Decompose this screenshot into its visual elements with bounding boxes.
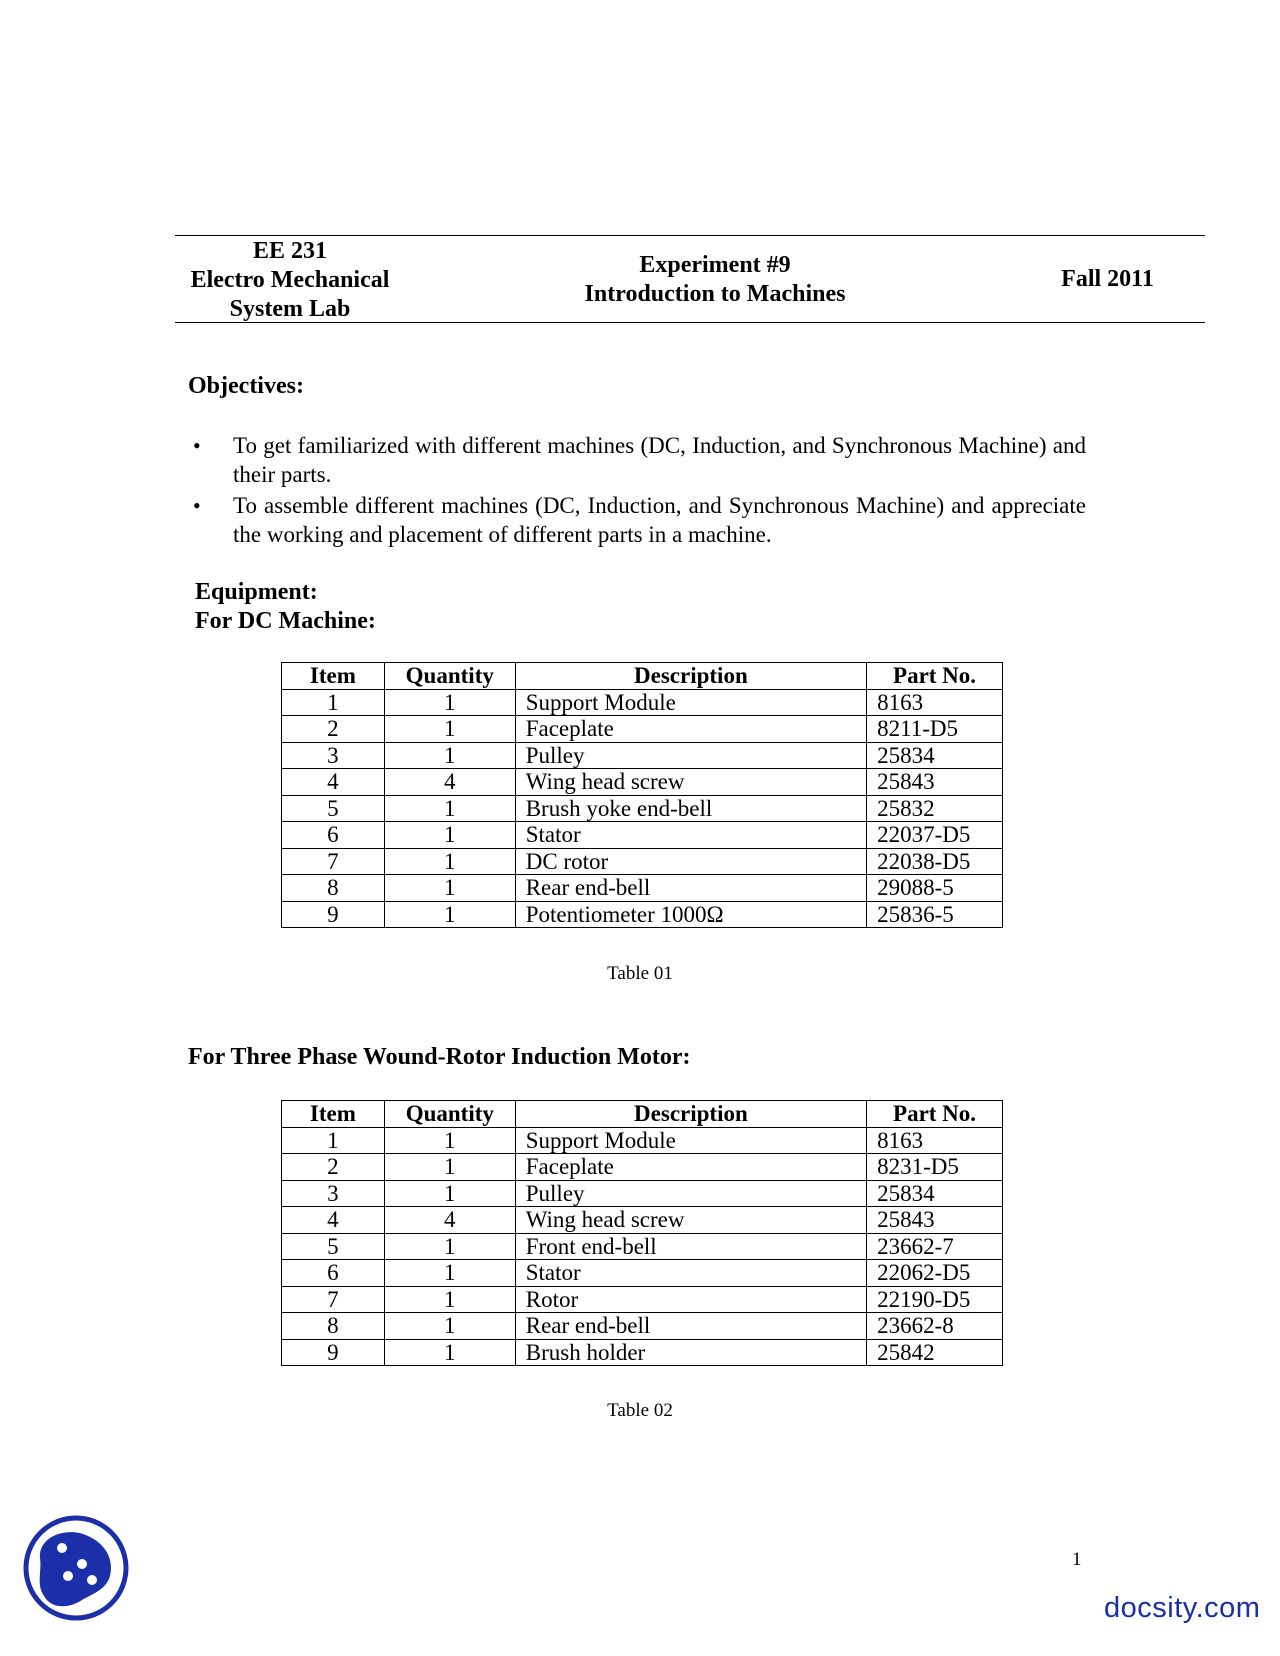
table-row: 5 1 Brush yoke end-bell 25832 <box>282 795 1003 822</box>
dc-machine-table <box>281 662 1003 928</box>
list-item: • To get familiarized with different machines (DC, Induction, and Synchronous Machine) and their parts. <box>193 433 1086 487</box>
course-code: EE 231 <box>252 238 327 264</box>
list-item: • To assemble different machines (DC, Induction, and Synchronous Machine) and appreciate the working and placement of different parts in a machine. <box>193 493 1086 547</box>
table-row: 9 1 Potentiometer 1000Ω 25836-5 <box>282 901 1003 928</box>
table-caption: Table 02 <box>607 1400 673 1421</box>
table-row: 6 1 Stator 22037-D5 <box>282 822 1003 849</box>
header-bottom-rule <box>175 322 1205 323</box>
column-header: Item <box>282 663 385 690</box>
table-row: 1 1 Support Module 8163 <box>282 689 1003 716</box>
experiment-info <box>520 251 910 309</box>
column-header: Quantity <box>384 663 515 690</box>
column-header: Part No. <box>867 663 1003 690</box>
table-row: 3 1 Pulley 25834 <box>282 742 1003 769</box>
table-header-row <box>282 663 1003 690</box>
objectives-heading: Objectives: <box>188 373 304 399</box>
equipment-heading: Equipment: <box>195 579 318 605</box>
table-row: 7 1 DC rotor 22038-D5 <box>282 848 1003 875</box>
course-info <box>175 237 405 324</box>
dc-machine-heading: For DC Machine: <box>195 608 376 634</box>
course-name-line2: System Lab <box>229 296 351 322</box>
induction-motor-heading: For Three Phase Wound-Rotor Induction Motor: <box>188 1044 691 1070</box>
table-row: 3 1 Pulley 25834 <box>282 1180 1003 1207</box>
column-header: Description <box>515 663 866 690</box>
table-row: 4 4 Wing head screw 25843 <box>282 1207 1003 1234</box>
table-row: 8 1 Rear end-bell 29088-5 <box>282 875 1003 902</box>
table-row: 8 1 Rear end-bell 23662-8 <box>282 1313 1003 1340</box>
table-row: 1 1 Support Module 8163 <box>282 1127 1003 1154</box>
table-row: 2 1 Faceplate 8231-D5 <box>282 1154 1003 1181</box>
column-header: Part No. <box>867 1101 1003 1128</box>
table-row: 7 1 Rotor 22190-D5 <box>282 1286 1003 1313</box>
experiment-number: Experiment #9 <box>639 252 791 278</box>
term: Fall 2011 <box>1061 266 1154 292</box>
experiment-title: Introduction to Machines <box>584 281 846 307</box>
table-header-row <box>282 1101 1003 1128</box>
table-row: 4 4 Wing head screw 25843 <box>282 769 1003 796</box>
column-header: Quantity <box>384 1101 515 1128</box>
table-row: 6 1 Stator 22062-D5 <box>282 1260 1003 1287</box>
induction-motor-table <box>281 1100 1003 1366</box>
course-name-line1: Electro Mechanical <box>190 267 390 293</box>
bullet-icon: • <box>193 433 201 458</box>
objectives-list <box>188 431 1086 551</box>
bullet-icon: • <box>193 493 201 518</box>
table-row: 9 1 Brush holder 25842 <box>282 1339 1003 1366</box>
page-number: 1 <box>1072 1549 1082 1570</box>
header-top-rule <box>175 235 1205 236</box>
column-header: Item <box>282 1101 385 1128</box>
column-header: Description <box>515 1101 866 1128</box>
table-row: 2 1 Faceplate 8211-D5 <box>282 716 1003 743</box>
docsity-brand-link[interactable]: docsity.com <box>1104 1592 1261 1624</box>
docsity-logo-icon <box>22 1514 130 1622</box>
table-row: 5 1 Front end-bell 23662-7 <box>282 1233 1003 1260</box>
table-caption: Table 01 <box>607 963 673 984</box>
